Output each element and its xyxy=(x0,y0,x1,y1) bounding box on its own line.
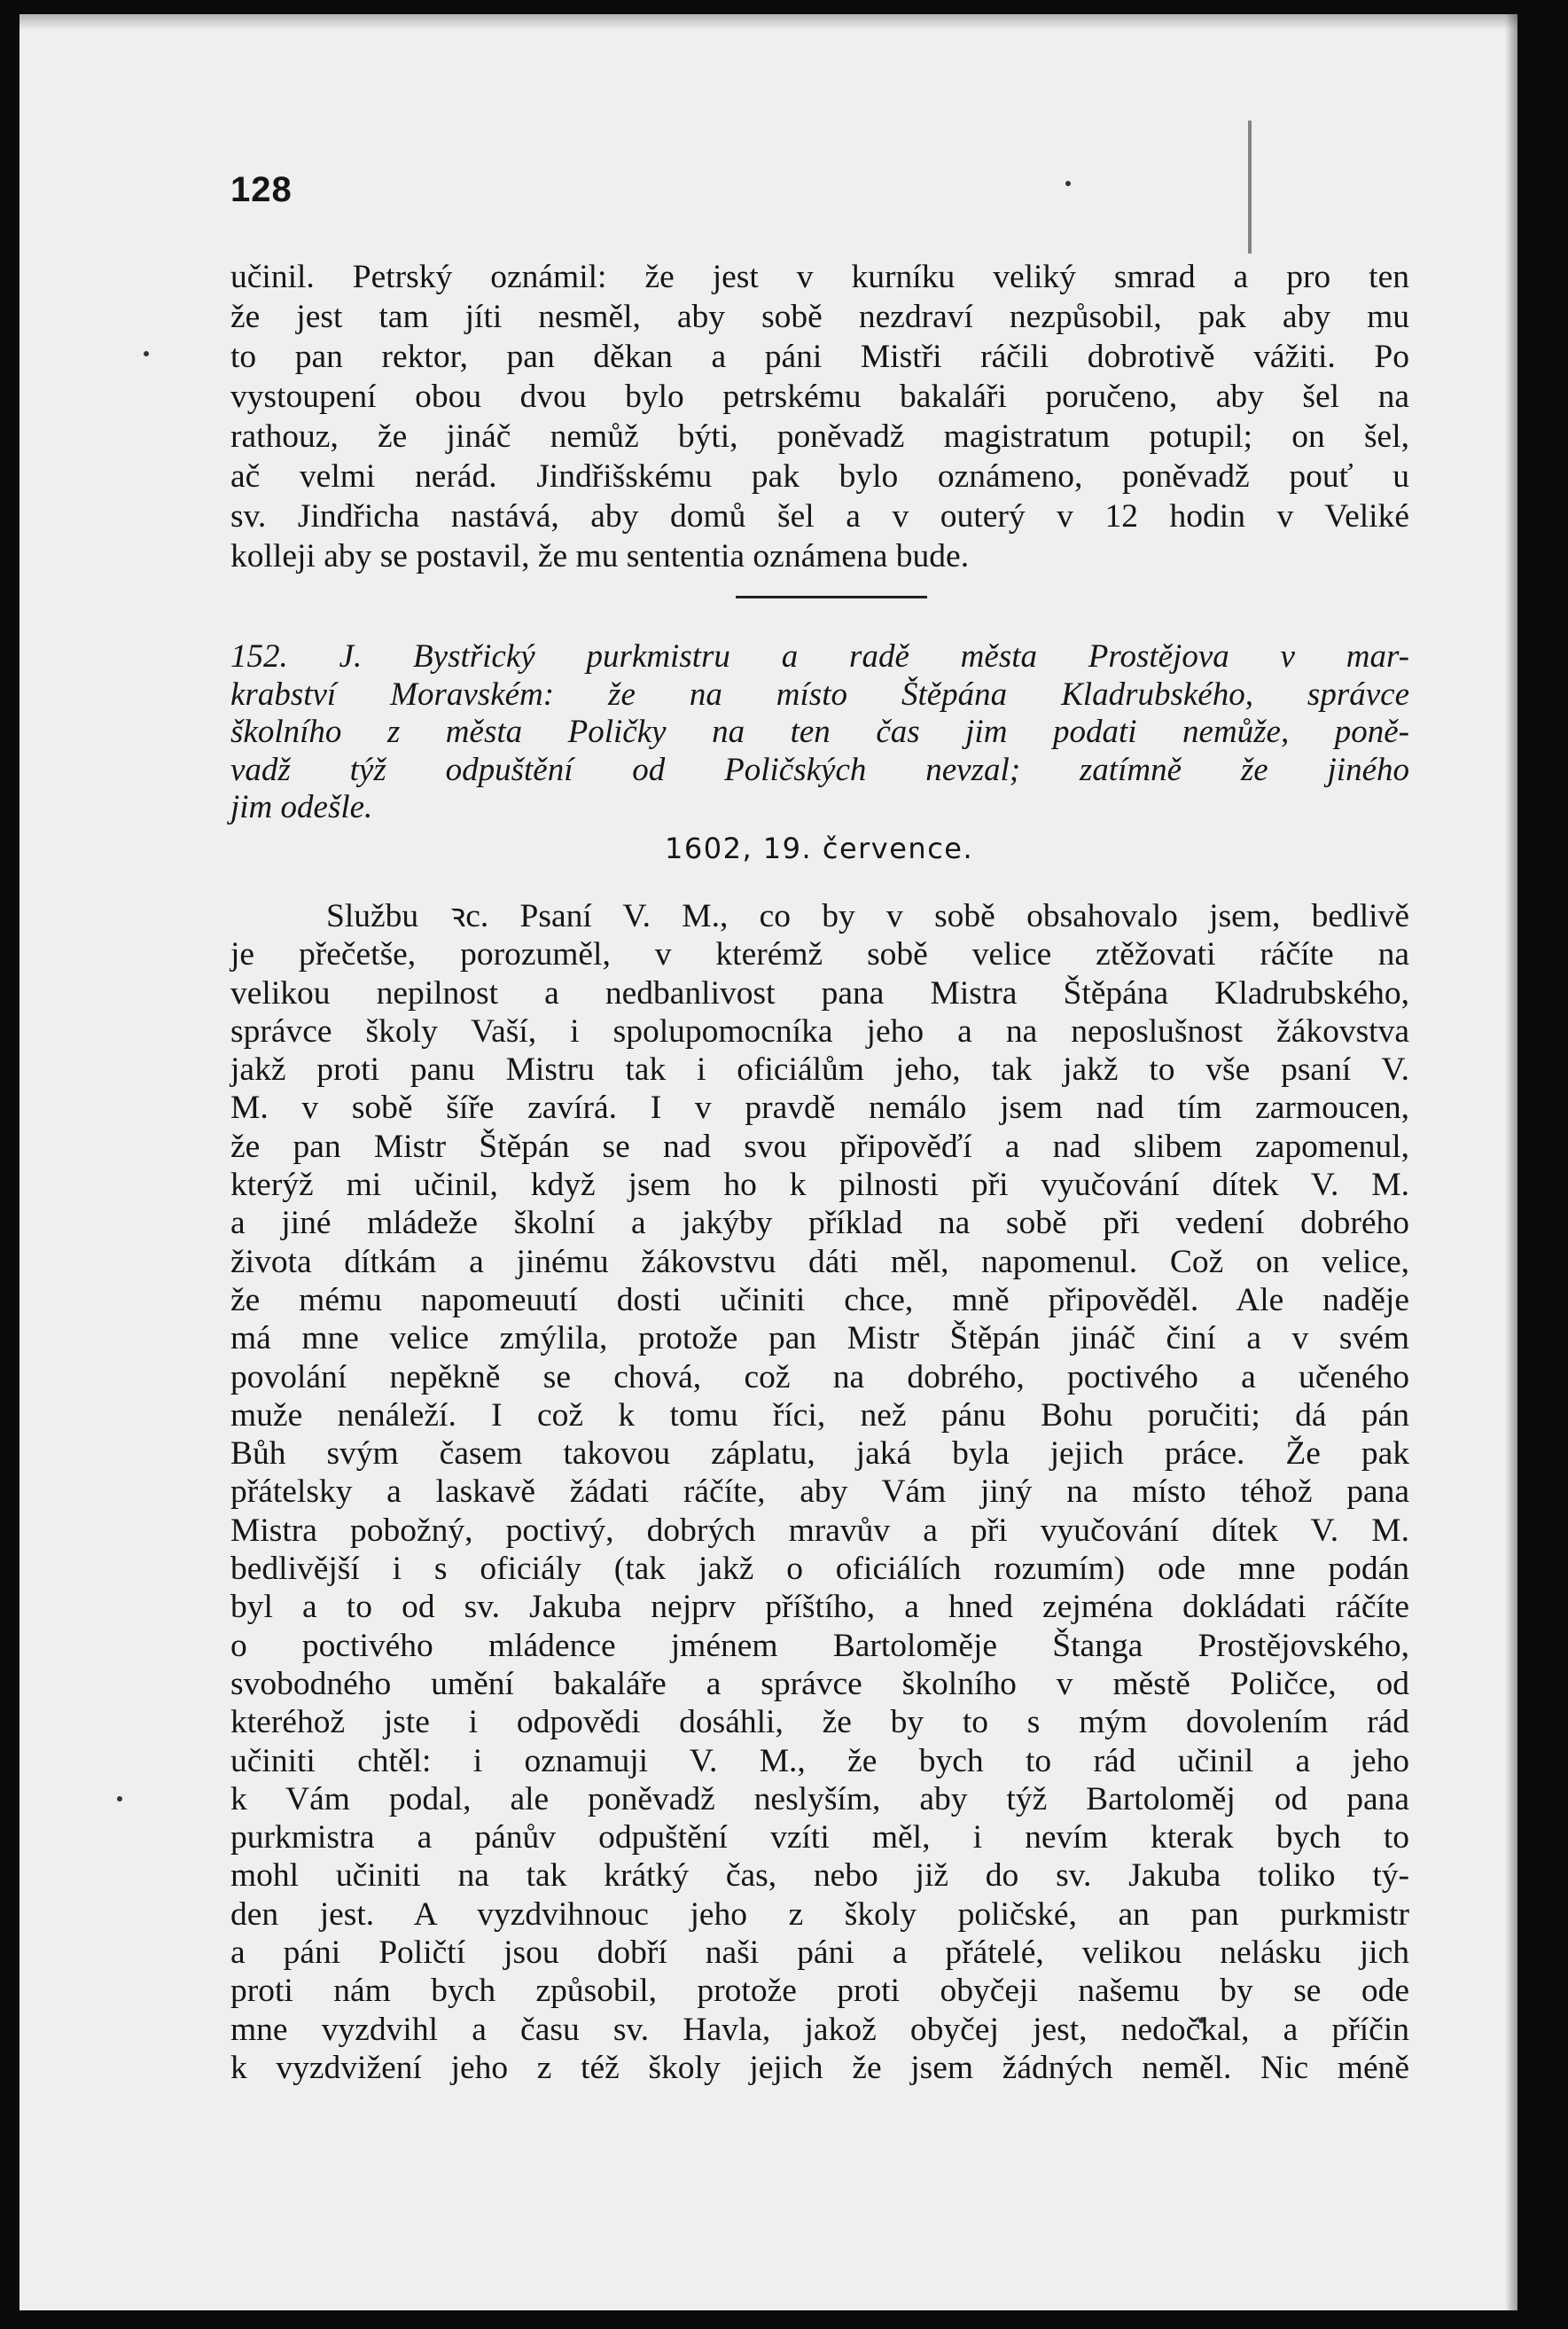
heading-line: vadž týž odpuštění od Poličských nevzal; zatímně že jiného xyxy=(230,751,1409,788)
text-line: že mému napomeuutí dosti učiniti chce, mně připověděl. Ale naděje xyxy=(230,1281,1409,1318)
heading-line: jim odešle. xyxy=(230,789,373,825)
heading-line: 152. J. Bystřický purkmistru a radě města Prostějova v mar- xyxy=(230,638,1409,675)
text-line: že pan Mistr Štěpán se nad svou připověďí a nad slibem zapomenul, xyxy=(230,1128,1409,1165)
letter-body xyxy=(230,897,1409,2087)
text-line: k vyzdvižení jeho z též školy jejich že jsem žádných neměl. Nic méně xyxy=(230,2049,1409,2086)
text-line: to pan rektor, pan děkan a páni Mistři ráčili dobrotivě vážiti. Po xyxy=(230,339,1409,375)
text-line: vystoupení obou dvou bylo petrskému bakaláři poručeno, aby šel na xyxy=(230,379,1409,415)
text-line: svobodného umění bakaláře a správce školního v městě Poličce, od xyxy=(230,1665,1409,1702)
text-line: purkmistra a pánův odpuštění vzíti měl, i nevím kterak bych to xyxy=(230,1819,1409,1856)
heading-line: školního z města Poličky na ten čas jim podati nemůže, poně- xyxy=(230,714,1409,750)
text-line: bedlivější i s oficiály (tak jakž o oficiálích rozumím) ode mne podán xyxy=(230,1551,1409,1588)
text-line: povolání nepěkně se chová, což na dobrého, poctivého a učeného xyxy=(230,1358,1409,1395)
document-date: 1602, 19. července. xyxy=(665,832,974,865)
text-line: mne vyzdvihl a času sv. Havla, jakož obyčej jest, nedočkal, a příčin xyxy=(230,2011,1409,2048)
text-line: je přečetše, porozuměl, v kterémž sobě velice ztěžovati ráčíte na xyxy=(230,936,1409,973)
paragraph-continuation xyxy=(230,257,1409,576)
page-number: 128 xyxy=(230,170,293,209)
text-line: o poctivého mládence jménem Bartoloměje Štanga Prostějovského, xyxy=(230,1627,1409,1664)
scanned-page xyxy=(20,14,1517,2310)
text-line: ač velmi nerád. Jindřišskému pak bylo oznámeno, poněvadž pouť u xyxy=(230,458,1409,495)
text-line: muže nenáleží. I což k tomu říci, než pánu Bohu poručiti; dá pán xyxy=(230,1396,1409,1434)
heading-line: krabství Moravském: že na místo Štěpána Kladrubského, správce xyxy=(230,676,1409,713)
text-line: den jest. A vyzdvihnouc jeho z školy poličské, an pan purkmistr xyxy=(230,1895,1409,1933)
ink-speck xyxy=(117,1796,122,1801)
ink-speck xyxy=(144,351,149,356)
text-line: kteréhož jste i odpovědi dosáhli, že by to s mým dovolením rád xyxy=(230,1704,1409,1741)
text-line: má mne velice zmýlila, protože pan Mistr Štěpán jináč činí a v svém xyxy=(230,1320,1409,1357)
ink-speck xyxy=(1065,181,1071,186)
margin-mark xyxy=(1248,121,1252,254)
section-separator xyxy=(736,596,927,598)
document-heading xyxy=(230,638,1409,827)
text-line: M. v sobě šíře zavírá. I v pravdě nemálo jsem nad tím zarmoucen, xyxy=(230,1090,1409,1127)
text-line: a páni Poličtí jsou dobří naši páni a přátelé, velikou nelásku jich xyxy=(230,1934,1409,1972)
text-line: přátelsky a laskavě žádati ráčíte, aby Vám jiný na místo téhož pana xyxy=(230,1473,1409,1511)
text-line: k Vám podal, ale poněvadž neslyším, aby týž Bartoloměj od pana xyxy=(230,1780,1409,1817)
text-line: Službu ꝛc. Psaní V. M., co by v sobě obsahovalo jsem, bedlivě xyxy=(326,898,1409,934)
text-line: učinil. Petrský oznámil: že jest v kurníku veliký smrad a pro ten xyxy=(230,259,1409,295)
text-line: správce školy Vaší, i spolupomocníka jeho a na neposlušnost žákovstva xyxy=(230,1012,1409,1050)
text-line: byl a to od sv. Jakuba nejprv příštího, a hned zejména dokládati ráčíte xyxy=(230,1589,1409,1626)
text-line: kolleji aby se postavil, že mu sententia oznámena bude. xyxy=(230,538,970,574)
text-line: jakž proti panu Mistru tak i oficiálům jeho, tak jakž to vše psaní V. xyxy=(230,1051,1409,1089)
text-line: Bůh svým časem takovou záplatu, jaká byla jejich práce. Že pak xyxy=(230,1435,1409,1473)
text-line: sv. Jindřicha nastává, aby domů šel a v outerý v 12 hodin v Veliké xyxy=(230,498,1409,535)
text-line: a jiné mládeže školní a jakýby příklad na sobě při vedení dobrého xyxy=(230,1205,1409,1242)
text-line: mohl učiniti na tak krátký čas, nebo již do sv. Jakuba toliko tý- xyxy=(230,1857,1409,1895)
text-line: rathouz, že jináč nemůž býti, poněvadž magistratum potupil; on šel, xyxy=(230,418,1409,455)
text-line: Mistra pobožný, poctivý, dobrých mravův a při vyučování dítek V. M. xyxy=(230,1512,1409,1549)
text-line: učiniti chtěl: i oznamuji V. M., že bych to rád učinil a jeho xyxy=(230,1742,1409,1779)
text-line: že jest tam jíti nesměl, aby sobě nezdraví nezpůsobil, pak aby mu xyxy=(230,299,1409,335)
text-line: proti nám bych způsobil, protože proti obyčeji našemu by se ode xyxy=(230,1973,1409,2010)
text-line: kterýž mi učinil, když jsem ho k pilnosti při vyučování dítek V. M. xyxy=(230,1167,1409,1204)
text-line: života dítkám a jinému žákovstvu dáti měl, napomenul. Což on velice, xyxy=(230,1243,1409,1280)
scan-shadow-right xyxy=(1505,14,1517,2310)
scan-shadow-top xyxy=(20,14,1517,30)
text-line: velikou nepilnost a nedbanlivost pana Mistra Štěpána Kladrubského, xyxy=(230,974,1409,1012)
